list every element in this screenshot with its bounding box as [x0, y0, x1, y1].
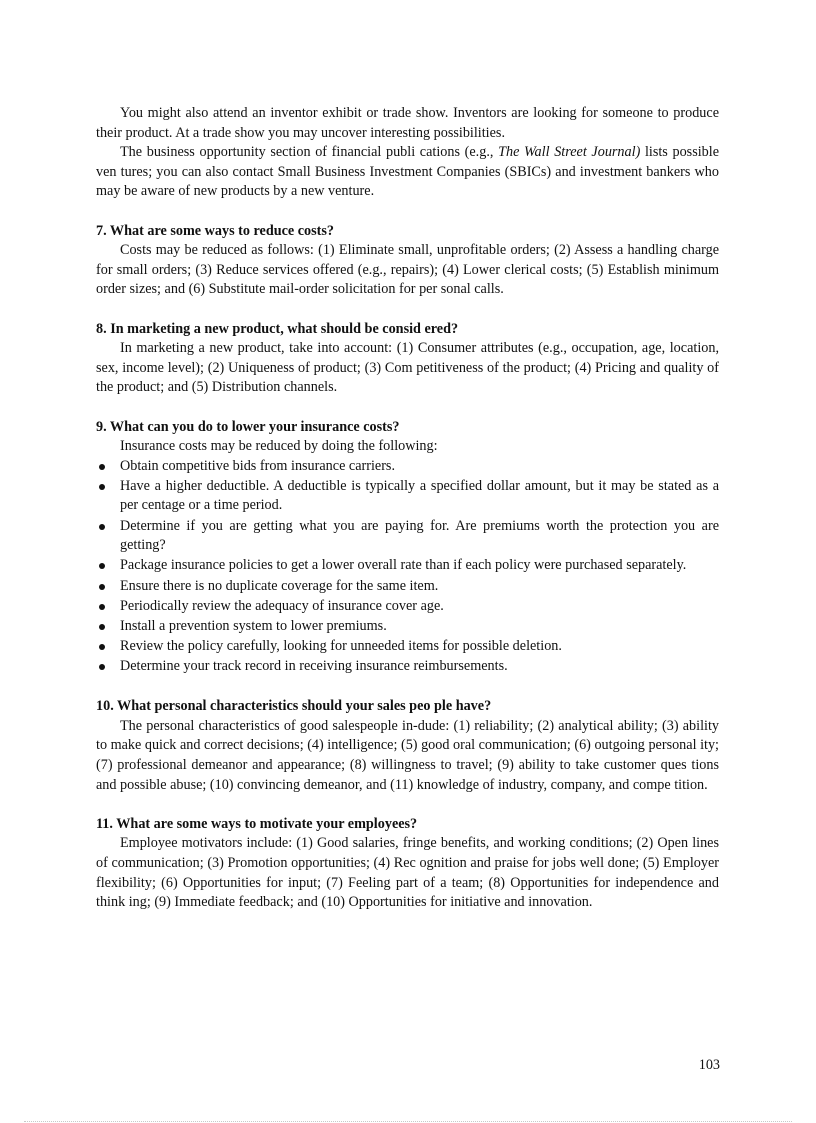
- list-item: [96, 556, 719, 576]
- spacer: [96, 398, 719, 418]
- list-item: [96, 617, 719, 637]
- bullet-icon: [99, 563, 105, 569]
- page-number: 103: [698, 1057, 720, 1073]
- heading-q11: 11. What are some ways to motivate your employees?: [96, 815, 418, 832]
- list-item: [96, 477, 719, 516]
- list-item: [96, 517, 719, 556]
- answer-q11: Employee motivators include: (1) Good salaries, fringe benefits, and working conditions; (2) Open lines of communication; (3) Promotion opportunities; (4) Rec ognition and praise for jobs well done; (5) Employer flexibility; (6) Opportunities for input; (7) Feeling part of a team; (8) Opportunities for independence and think ing; (9) Immediate feedback; and (10) Opportunities for initiative and innovation.: [96, 835, 719, 911]
- intro-paragraph-1: You might also attend an inventor exhibit or trade show. Inventors are looking for someone to produce their product. At a trade show you may uncover interesting possibilities.: [96, 105, 719, 141]
- page-bottom-divider: [24, 1121, 792, 1122]
- answer-q9-intro: Insurance costs may be reduced by doing the following:: [120, 438, 438, 455]
- answer-q10: The personal characteristics of good salespeople in-dude: (1) reliability; (2) analytical ability; (3) ability to make quick and correct decisions; (4) intelligence; (5) good oral communication; (6) outgoing personal ity; (7) professional demeanor and appearance; (8) willingness to travel; (9) ability to take customer ques tions and possible abuse; (10) convincing demeanor, and (11) knowledge of industry, company, and compe tition.: [96, 717, 719, 793]
- publication-title: The Wall Street Journal): [498, 144, 641, 161]
- bullet-icon: [99, 524, 105, 530]
- heading-q9: 9. What can you do to lower your insurance costs?: [96, 418, 400, 435]
- insurance-tips-list: [96, 457, 719, 677]
- list-item-text: Determine your track record in receiving insurance reimbursements.: [120, 658, 508, 675]
- list-item-text: Have a higher deductible. A deductible is typically a specified dollar amount, but it may be stated as a per centage or a time period.: [120, 477, 719, 514]
- list-item-text: Package insurance policies to get a lower overall rate than if each policy were purchased separately.: [120, 557, 687, 574]
- list-item-text: Install a prevention system to lower premiums.: [120, 618, 387, 634]
- heading-q7: 7. What are some ways to reduce costs?: [96, 222, 335, 239]
- bullet-icon: [99, 624, 105, 630]
- answer-q8: In marketing a new product, take into account: (1) Consumer attributes (e.g., occupation, age, location, sex, income level); (2) Uniqueness of product; (3) Com petitiveness of the product; (4) Pricing and quality of the product; and (5) Distribution channels.: [96, 340, 719, 396]
- list-item-text: Review the policy carefully, looking for unneeded items for possible deletion.: [120, 638, 562, 655]
- list-item-text: Ensure there is no duplicate coverage for the same item.: [120, 577, 439, 594]
- list-item: [96, 457, 719, 477]
- spacer: [96, 202, 719, 222]
- list-item: [96, 597, 719, 617]
- page-content: [96, 104, 719, 913]
- list-item-text: Determine if you are getting what you are paying for. Are premiums worth the protection you are getting?: [120, 517, 719, 554]
- bullet-icon: [99, 644, 105, 650]
- spacer: [96, 795, 719, 815]
- bullet-icon: [99, 604, 105, 610]
- heading-q8: 8. In marketing a new product, what should be consid ered?: [96, 320, 459, 337]
- intro-p2-text-start: The business opportunity section of financial publi cations (e.g.,: [120, 144, 499, 161]
- list-item: [96, 637, 719, 657]
- bullet-icon: [99, 484, 105, 490]
- intro-paragraph-2: [96, 143, 719, 202]
- heading-q10: 10. What personal characteristics should your sales peo ple have?: [96, 698, 492, 715]
- spacer: [96, 678, 719, 698]
- bullet-icon: [99, 464, 105, 470]
- list-item: [96, 657, 719, 677]
- intro-p2-text-end: lists possible ven tures; you can also contact Small Business Investment Companies (SBICs) and investment bankers who may be aware of new products by a new venture.: [96, 144, 720, 200]
- list-item-text: Periodically review the adequacy of insurance cover age.: [120, 597, 444, 614]
- answer-q7: Costs may be reduced as follows: (1) Eliminate small, unprofitable orders; (2) Assess a handling charge for small orders; (3) Reduce services offered (e.g., repairs); (4) Lower clerical costs; (5) Establish minimum order sizes; and (6) Substitute mail-order solicitation for per sonal calls.: [96, 242, 719, 298]
- list-item: [96, 577, 719, 597]
- spacer: [96, 300, 719, 320]
- bullet-icon: [99, 584, 105, 590]
- bullet-icon: [99, 664, 105, 670]
- list-item-text: Obtain competitive bids from insurance carriers.: [120, 457, 395, 474]
